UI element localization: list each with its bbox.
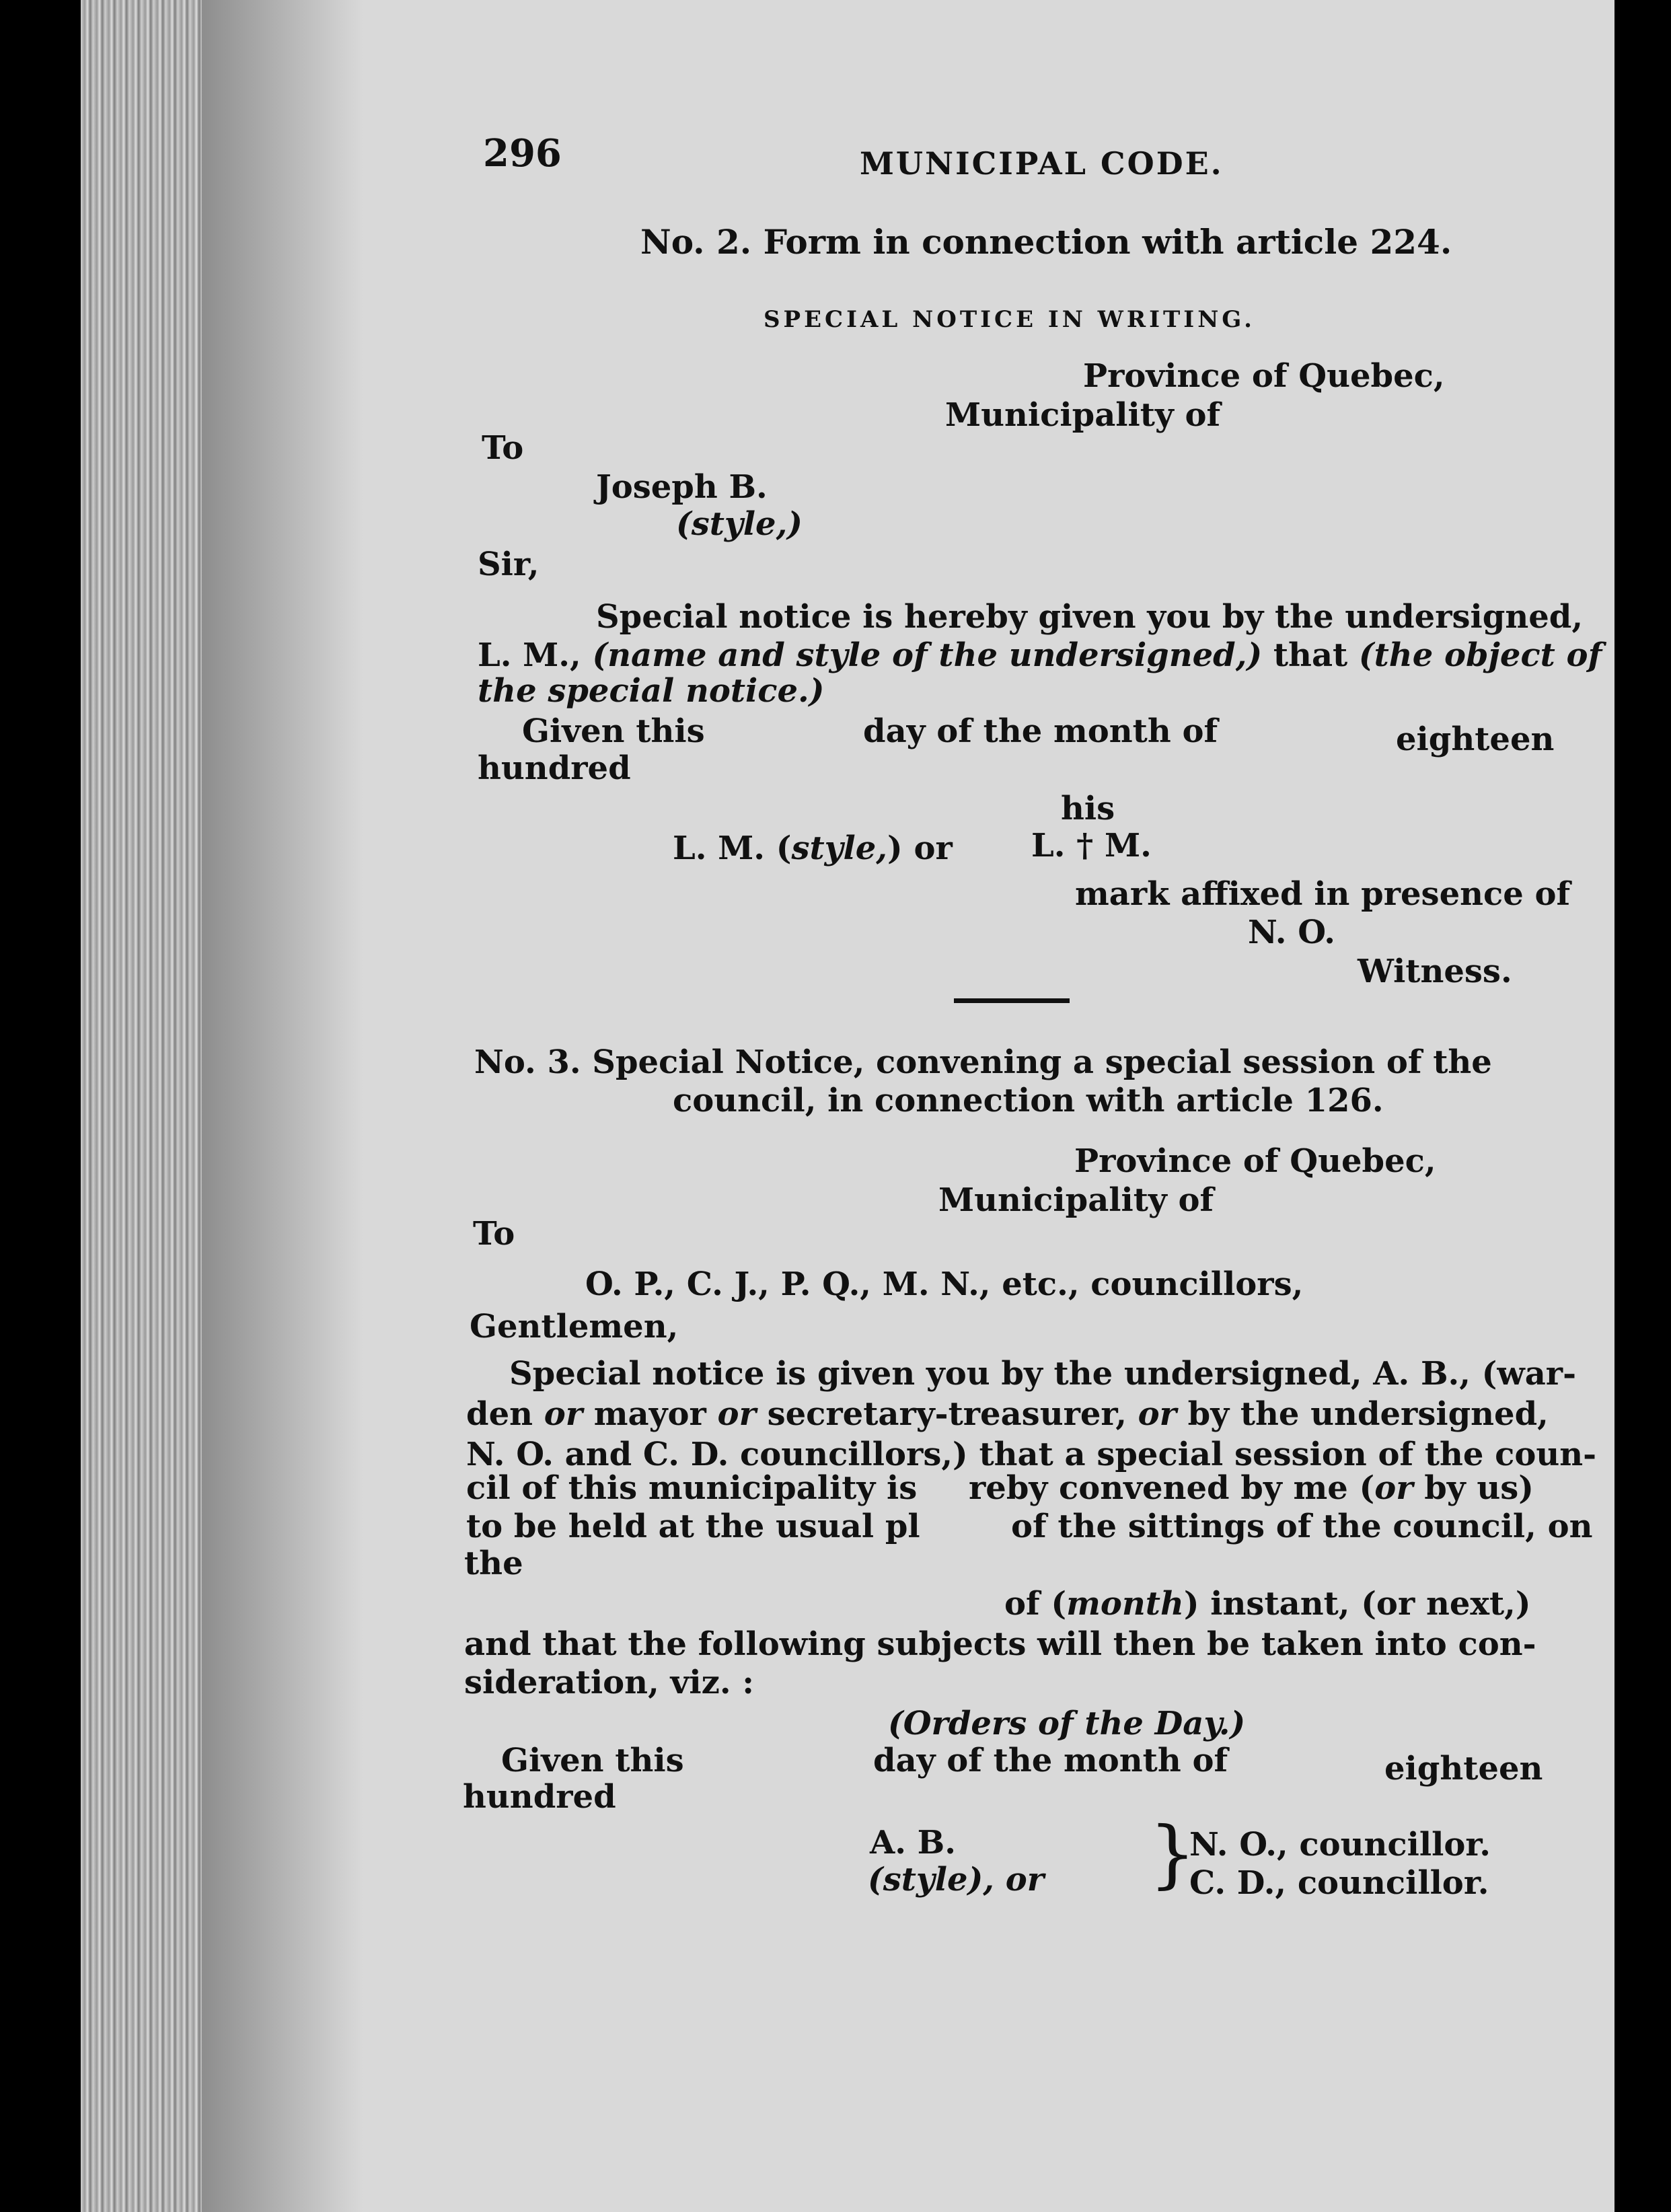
form3-orders-of-day: (Orders of the Day.) (888, 1705, 1246, 1742)
form2-province: Province of Quebec, (1083, 357, 1445, 395)
form3-body-line7: of (month) instant, (or next,) (1004, 1585, 1531, 1623)
form3-body-line1: Special notice is given you by the undersigned, A. B., (war- (509, 1355, 1577, 1393)
form2-hundred: hundred (478, 749, 631, 787)
running-title: MUNICIPAL CODE. (860, 145, 1224, 182)
form3-signature-cd: C. D., councillor. (1189, 1864, 1489, 1902)
form3-title-line2: council, in connection with article 126. (673, 1082, 1384, 1119)
form2-to: To (482, 429, 524, 467)
form3-body-line6: the (464, 1545, 523, 1582)
signature-brace: } (1149, 1810, 1196, 1896)
form2-given-this: Given this (522, 712, 705, 750)
form2-body-line1: Special notice is hereby given you by the undersigned, (596, 598, 1584, 636)
form3-body-line9: sideration, viz. : (464, 1664, 755, 1701)
form3-body-line2: den or mayor or secretary-treasurer, or by the undersigned, (466, 1395, 1549, 1433)
form3-signature-ab: A. B. (870, 1824, 956, 1861)
page-number: 296 (483, 131, 562, 176)
form2-body-line2: L. M., (name and style of the undersigned,) that (the object of (478, 636, 1602, 674)
form3-body-line4b: reby convened by me (or by us) (969, 1469, 1534, 1507)
form2-addressee-style: (style,) (676, 505, 803, 543)
form3-signature-no: N. O., councillor. (1189, 1826, 1491, 1864)
form3-body-line4a: cil of this municipality is (466, 1469, 918, 1507)
form3-municipality: Municipality of (938, 1181, 1214, 1219)
form3-eighteen: eighteen (1384, 1750, 1543, 1787)
form2-witness: Witness. (1358, 953, 1512, 990)
form2-subtitle: SPECIAL NOTICE IN WRITING. (764, 306, 1255, 333)
form3-hundred: hundred (463, 1778, 616, 1816)
form3-body-line8: and that the following subjects will then be taken into con- (464, 1625, 1536, 1663)
form2-day-of-month: day of the month of (863, 712, 1218, 750)
form3-given-this: Given this (501, 1742, 684, 1779)
form2-addressee: Joseph B. (596, 468, 768, 506)
form2-title: No. 2. Form in connection with article 224. (640, 222, 1452, 262)
page-edges (81, 0, 215, 2212)
form2-salutation: Sir, (478, 546, 540, 583)
form3-day-of-month: day of the month of (873, 1742, 1228, 1779)
section-divider (954, 998, 1070, 1003)
form2-eighteen: eighteen (1396, 721, 1555, 758)
form3-signature-style: (style), or (868, 1861, 1045, 1898)
form3-body-line3: N. O. and C. D. councillors,) that a special session of the coun- (466, 1436, 1597, 1473)
form3-title-line1: No. 3. Special Notice, convening a special session of the (474, 1043, 1492, 1081)
form2-his: his (1061, 790, 1115, 827)
form2-body-line3: the special notice.) (478, 672, 825, 710)
spine-shadow (202, 0, 363, 2212)
form2-signature-mark: L. † M. (1031, 827, 1152, 864)
form3-body-line5a: to be held at the usual pl (466, 1508, 920, 1545)
form3-salutation: Gentlemen, (470, 1308, 679, 1345)
form3-body-line5b: of the sittings of the council, on (1011, 1508, 1593, 1545)
form3-addressees: O. P., C. J., P. Q., M. N., etc., councillors, (585, 1265, 1304, 1303)
form3-to: To (473, 1215, 515, 1253)
form2-signature-left: L. M. (style,) or (673, 830, 953, 867)
form2-municipality: Municipality of (945, 396, 1221, 434)
form2-mark-affixed: mark affixed in presence of (1075, 875, 1571, 913)
right-margin-shadow (1614, 0, 1671, 2212)
form3-province: Province of Quebec, (1074, 1142, 1436, 1180)
form2-witness-name: N. O. (1248, 914, 1335, 951)
